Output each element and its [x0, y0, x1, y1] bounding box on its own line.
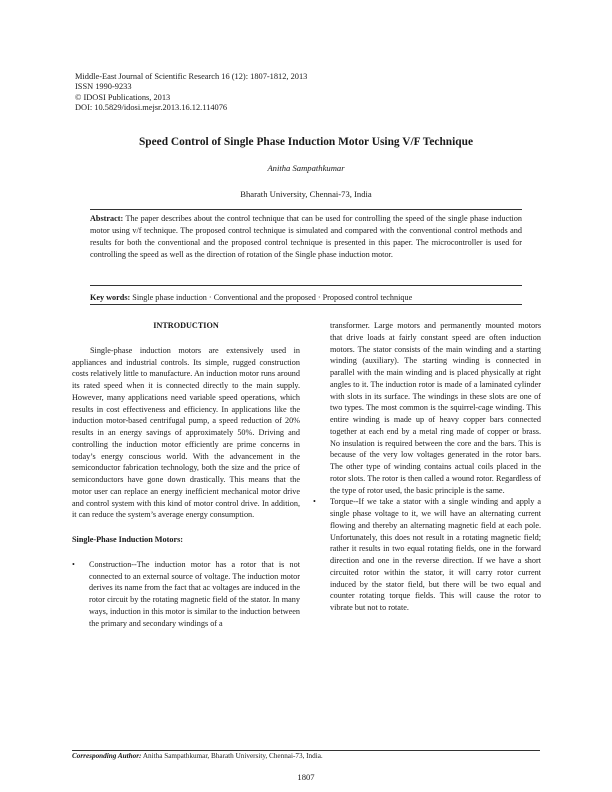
bullet-torque: [313, 496, 541, 614]
keywords-text: Single phase induction · Conventional and the proposed · Proposed control technique: [130, 293, 413, 302]
subsection-heading: Single-Phase Induction Motors:: [72, 535, 183, 544]
paper-title: Speed Control of Single Phase Induction Motor Using V/F Technique: [138, 136, 474, 148]
bullet-construction-text: Construction--The induction motor has a rotor that is not connected to an external source of voltage. The induction motor derives its name from the fact that ac voltages are induced in the rotor circuit by the rotating magnetic field of the stator. In many ways, induction in this motor is similar to the induction between the primary and secondary windings of a: [89, 559, 300, 628]
abstract-label: Abstract:: [90, 214, 124, 223]
journal-citation: Middle-East Journal of Scientific Research 16 (12): 1807-1812, 2013: [75, 72, 308, 81]
footnote: [72, 752, 323, 760]
bullet-marker: •: [72, 559, 75, 569]
affiliation: Bharath University, Chennai-73, India: [240, 189, 372, 199]
journal-meta: [75, 72, 307, 113]
author-name: Anitha Sampathkumar: [267, 163, 345, 173]
right-column: [313, 320, 541, 614]
footnote-label: Corresponding Author:: [72, 752, 142, 760]
bullet-construction: [72, 559, 300, 630]
abstract-text: The paper describes about the control technique that can be used for controlling the speed of the single phase induction motor using v/f technique. The proposed control technique is simulated and compared with the conventional control methods and results for both the conventional and the proposed control technique is presented in this paper. The microcontroller is used for controlling the speed as well as the direction of rotation of the Single phase induction motor.: [90, 214, 522, 259]
bullet-marker: •: [313, 497, 316, 507]
page-number: 1807: [297, 772, 315, 782]
footnote-rule: [72, 750, 540, 751]
footnote-text: Anitha Sampathkumar, Bharath University, Chennai-73, India.: [141, 752, 323, 760]
intro-paragraph: Single-phase induction motors are extensively used in appliances and industrial controls. Its simple, rugged construction costs relatively little to manufacture. An induction motor runs around its rated speed when it is connected directly to the main supply. However, many applications need variable speed operations, which results in cost effectiveness and efficiency. In applications like the induction motor-based centrifugal pump, a speed reduction of 20% results in an energy savings of approximately 50%. Driving and controlling the induction motor efficiently are prime concerns in today’s energy conscious world. With the advancement in the semiconductor fabrication technology, both the size and the price of semiconductors have gone down drastically. This means that the motor user can replace an energy inefficient mechanical motor drive and control system with this kind of motor control drive. In addition, it can reduce the system’s average energy consumption.: [72, 345, 300, 520]
abstract-top-rule: [90, 209, 522, 210]
keywords-bottom-rule: [90, 304, 522, 305]
doi: DOI: 10.5829/idosi.mejsr.2013.16.12.114076: [75, 102, 228, 112]
copyright: © IDOSI Publications, 2013: [75, 92, 171, 102]
left-column: [72, 320, 300, 629]
keywords: [90, 293, 522, 302]
bullet-torque-text: Torque--If we take a stator with a single winding and apply a single phase voltage to it, we will have an alternating current flowing and thereby an alternating magnetic field at each pole. Unfortunately, this does not result in a rotating magnetic field; rather it results in two equal rotating fields, one in the forward direction and one in the reverse direction. If we have a short circuited rotor within the stator, it will carry rotor current induced by the stator field, but there will be two equal and counter rotating torque fields. This will cause the rotor to vibrate but not to rotate.: [330, 497, 541, 612]
issn: ISSN 1990-9233: [75, 82, 132, 92]
bullet-construction-continued: transformer. Large motors and permanently mounted motors that drive loads at fairly constant speed are often induction motors. The stator consists of the main winding and a starting winding (auxiliary). The starting winding is connected in parallel with the main winding and is placed physically at right angles to it. The induction rotor is made of a laminated cylinder with slots in its surface. The windings in these slots are one of two types. The most common is the squirrel-cage winding. This entire winding is made up of heavy copper bars connected together at each end by a metal ring made of copper or brass. No insulation is required between the core and the bars. This is because of the very low voltages generated in the rotor bars. The other type of winding contains actual coils placed in the rotor slots. The rotor is then called a wound rotor. Regardless of the type of rotor used, the basic principle is the same.: [330, 321, 541, 495]
section-heading-introduction: INTRODUCTION: [153, 321, 219, 330]
abstract-bottom-rule: [90, 285, 522, 286]
abstract: [90, 213, 522, 261]
keywords-label: Key words:: [90, 293, 131, 302]
